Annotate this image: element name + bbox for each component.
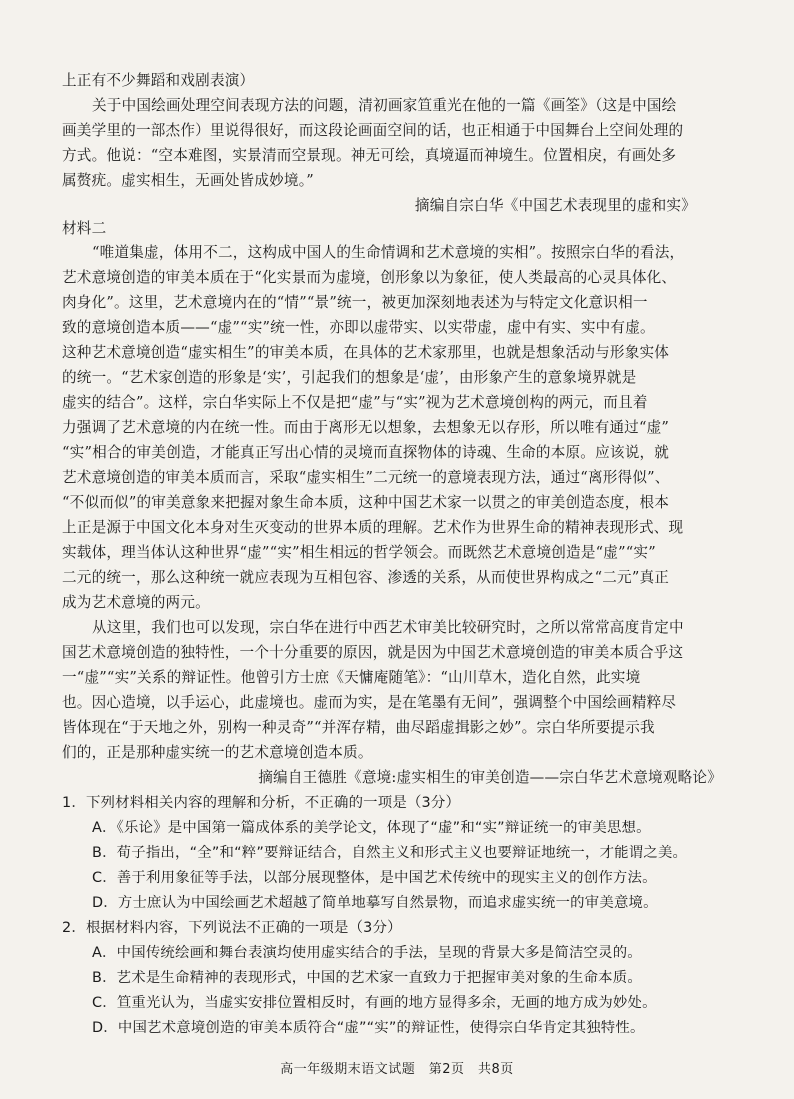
question-2-stem: 2．根据材料内容，下列说法不正确的一项是（3分） (62, 920, 402, 936)
text-line: 也。因心造境，以手运心，此虚境也。虚而为实，是在笔墨有无间”，强调整个中国绘画精粹尽 (62, 694, 677, 711)
text-line: 致的意境创造本质——“虚”“实”统一性，亦即以虚带实、以实带虚，虚中有实、实中有虚。 (62, 319, 655, 336)
text-line: 二元的统一，那么这种统一就应表现为互相包容、渗透的关系，从而使世界构成之“二元”真正 (62, 569, 670, 586)
section-heading: 材料二 (62, 220, 107, 237)
question-1-option-d: D．方士庶认为中国绘画艺术超越了简单地摹写自然景物，而追求虚实统一的审美意境。 (92, 895, 658, 911)
text-line: “不似而似”的审美意象来把握对象生命本质，这种中国艺术家一以贯之的审美创造态度，根本 (62, 494, 670, 511)
text-line: 一“虚”“实”关系的辩证性。他曾引方士庶《天慵庵随笔》：“山川草木，造化自然，此实境 (62, 669, 641, 686)
text-line: 成为艺术意境的两元。 (62, 594, 210, 611)
text-line: 肉身化”。这里，艺术意境内在的“情”“景”统一，被更加深刻地表述为与特定文化意识相一 (62, 294, 648, 311)
text-line: 的统一。“艺术家创造的形象是‘实’，引起我们的想象是‘虚’，由形象产生的意象境界就是 (62, 369, 637, 386)
question-2-option-d: D．中国艺术意境创造的审美本质符合“虚”“实”的辩证性，使得宗白华肯定其独特性。 (92, 1020, 645, 1036)
question-1-option-b: B．荀子指出，“全”和“粹”要辩证结合，自然主义和形式主义也要辩证地统一，才能谓之美。 (92, 845, 688, 861)
question-2-option-b: B．艺术是生命精神的表现形式，中国的艺术家一直致力于把握审美对象的生命本质。 (92, 970, 642, 986)
text-line: 艺术意境创造的审美本质在于“化实景而为虚境，创形象以为象征，使人类最高的心灵具体化、 (62, 269, 677, 286)
text-line: 关于中国绘画处理空间表现方法的问题，清初画家笪重光在他的一篇《画筌》（这是中国绘 (92, 97, 677, 114)
text-line: “实”相合的审美创造，才能真正写出心情的灵境而直探物体的诗魂、生命的本原。应该说，就 (62, 444, 670, 461)
text-line: 国艺术意境创造的独特性，一个十分重要的原因，就是因为中国艺术意境创造的审美本质合乎这 (62, 644, 684, 661)
text-line: 从这里，我们也可以发现，宗白华在进行中西艺术审美比较研究时，之所以常常高度肯定中 (92, 619, 684, 636)
text-line: 艺术意境创造的审美本质而言，采取“虚实相生”二元统一的意境表现方法，通过“离形得似”、 (62, 469, 670, 486)
text-line: 们的，正是那种虚实统一的艺术意境创造本质。 (62, 744, 373, 761)
text-line: 实载体，理当体认这种世界“虚”“实”相生相远的哲学领会。而既然艺术意境创造是“虚”“实” (62, 544, 656, 561)
question-1-stem: 1．下列材料相关内容的理解和分析，不正确的一项是（3分） (62, 795, 461, 811)
text-line: 皆体现在“于天地之外，别构一种灵奇”“并浑存精，曲尽蹈虚揖影之妙”。宗白华所要提示我 (62, 719, 655, 736)
text-line: 上正是源于中国文化本身对生灭变动的世界本质的理解。艺术作为世界生命的精神表现形式、现 (62, 519, 684, 536)
text-line: 力强调了艺术意境的内在统一性。而由于离形无以想象，去想象无以存形，所以唯有通过“虚” (62, 419, 670, 436)
page-footer: 高一年级期末语文试题 第2页 共8页 (280, 1062, 514, 1077)
source-citation: 摘编自王德胜《意境:虚实相生的审美创造——宗白华艺术意境观略论》 (258, 769, 722, 786)
text-line: “唯道集虚，体用不二，这构成中国人的生命情调和艺术意境的实相”。按照宗白华的看法， (92, 244, 685, 261)
text-line: 这种艺术意境创造“虚实相生”的审美本质，在具体的艺术家那里，也就是想象活动与形象实体 (62, 344, 670, 361)
text-line: 方式。他说：“空本难图，实景清而空景现。神无可绘，真境逼而神境生。位置相戾，有画处多 (62, 147, 677, 164)
text-line: 属赘疣。虚实相生，无画处皆成妙境。” (62, 172, 314, 189)
text-line: 画美学里的一部杰作）里说得很好，而这段论画面空间的话，也正相通于中国舞台上空间处理的 (62, 122, 684, 139)
question-2-option-a: A．中国传统绘画和舞台表演均使用虚实结合的手法，呈现的背景大多是简洁空灵的。 (92, 945, 642, 961)
text-line: 虚实的结合”。这样，宗白华实际上不仅是把“虚”与“实”视为艺术意境创构的两元，而且着 (62, 394, 648, 411)
text-line: 上正有不少舞蹈和戏剧表演） (62, 72, 255, 89)
question-1-option-c: C．善于利用象征等手法，以部分展现整体，是中国艺术传统中的现实主义的创作方法。 (92, 870, 657, 886)
source-citation: 摘编自宗白华《中国艺术表现里的虚和实》 (414, 197, 696, 214)
question-2-option-c: C．笪重光认为，当虚实安排位置相反时，有画的地方显得多余，无画的地方成为妙处。 (92, 995, 657, 1011)
question-1-option-a: A．《乐论》是中国第一篇成体系的美学论文，体现了“虚”和“实”辩证统一的审美思想。 (92, 820, 651, 836)
